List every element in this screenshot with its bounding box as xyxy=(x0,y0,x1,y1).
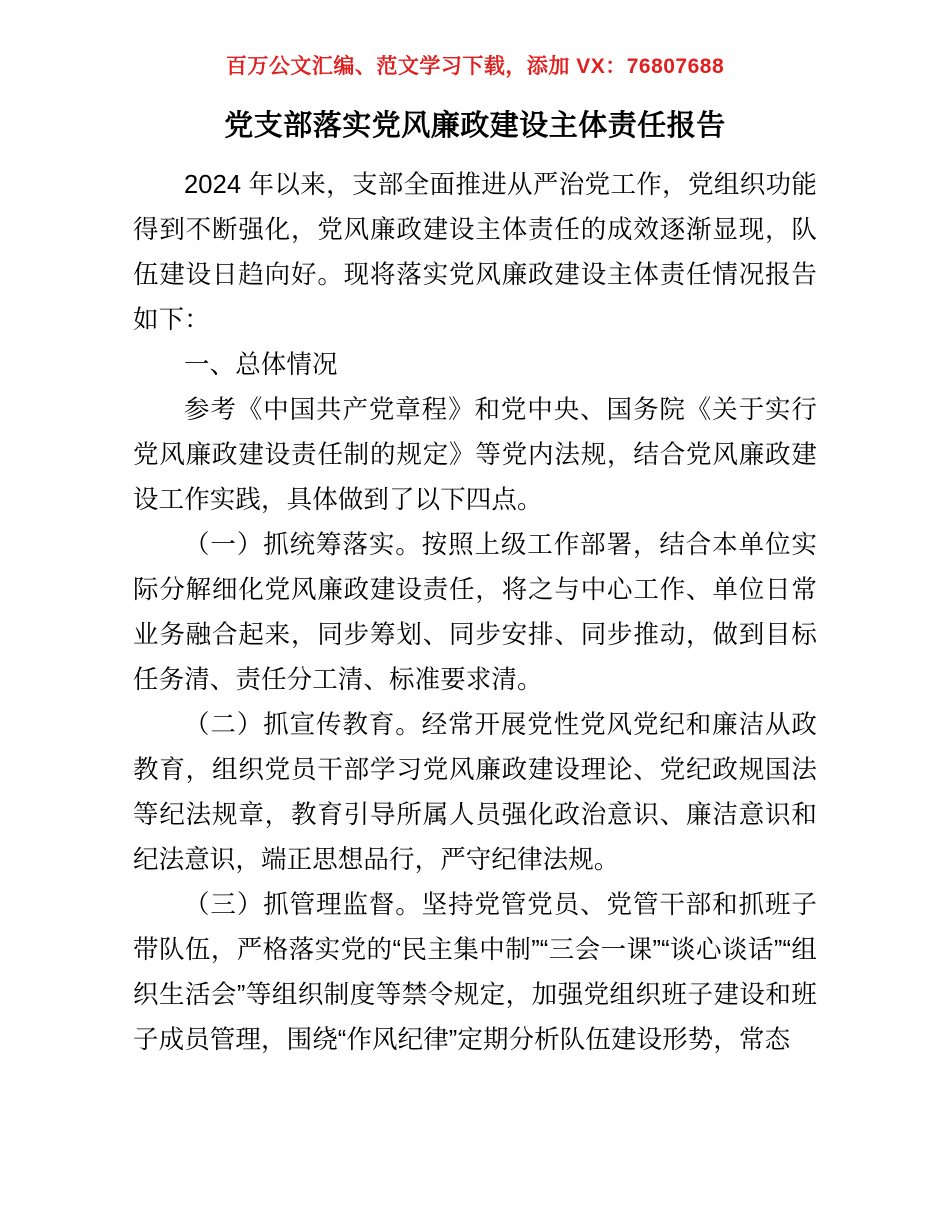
document-body xyxy=(133,103,817,1063)
promo-watermark-header: 百万公文汇编、范文学习下载，添加 VX：76807688 xyxy=(225,55,725,78)
intro-paragraph: 2024 年以来，支部全面推进从严治党工作，党组织功能得到不断强化，党风廉政建设主体责任的成效逐渐显现，队伍建设日趋向好。现将落实党风廉政建设主体责任情况报告如下： xyxy=(133,171,817,334)
subsection-paragraph-2: （二）抓宣传教育。经常开展党性党风党纪和廉洁从政教育，组织党员干部学习党风廉政建设理论、党纪政规国法等纪法规章，教育引导所属人员强化政治意识、廉洁意识和纪法意识，端正思想品行，严守纪律法规。 xyxy=(133,711,817,874)
page-title: 党支部落实党风廉政建设主体责任报告 xyxy=(224,110,726,142)
overview-paragraph: 参考《中国共产党章程》和党中央、国务院《关于实行党风廉政建设责任制的规定》等党内法规，结合党风廉政建设工作实践，具体做到了以下四点。 xyxy=(133,396,817,514)
subsection-paragraph-3: （三）抓管理监督。坚持党管党员、党管干部和抓班子带队伍，严格落实党的“民主集中制”“三会一课”“谈心谈话”“组织生活会”等组织制度等禁令规定，加强党组织班子建设和班子成员管理，围绕“作风纪律”定期分析队伍建设形势，常态 xyxy=(133,891,817,1054)
section-heading-1: 一、总体情况 xyxy=(184,351,338,379)
subsection-paragraph-1: （一）抓统筹落实。按照上级工作部署，结合本单位实际分解细化党风廉政建设责任，将之与中心工作、单位日常业务融合起来，同步筹划、同步安排、同步推动，做到目标任务清、责任分工清、标准要求清。 xyxy=(133,531,817,694)
